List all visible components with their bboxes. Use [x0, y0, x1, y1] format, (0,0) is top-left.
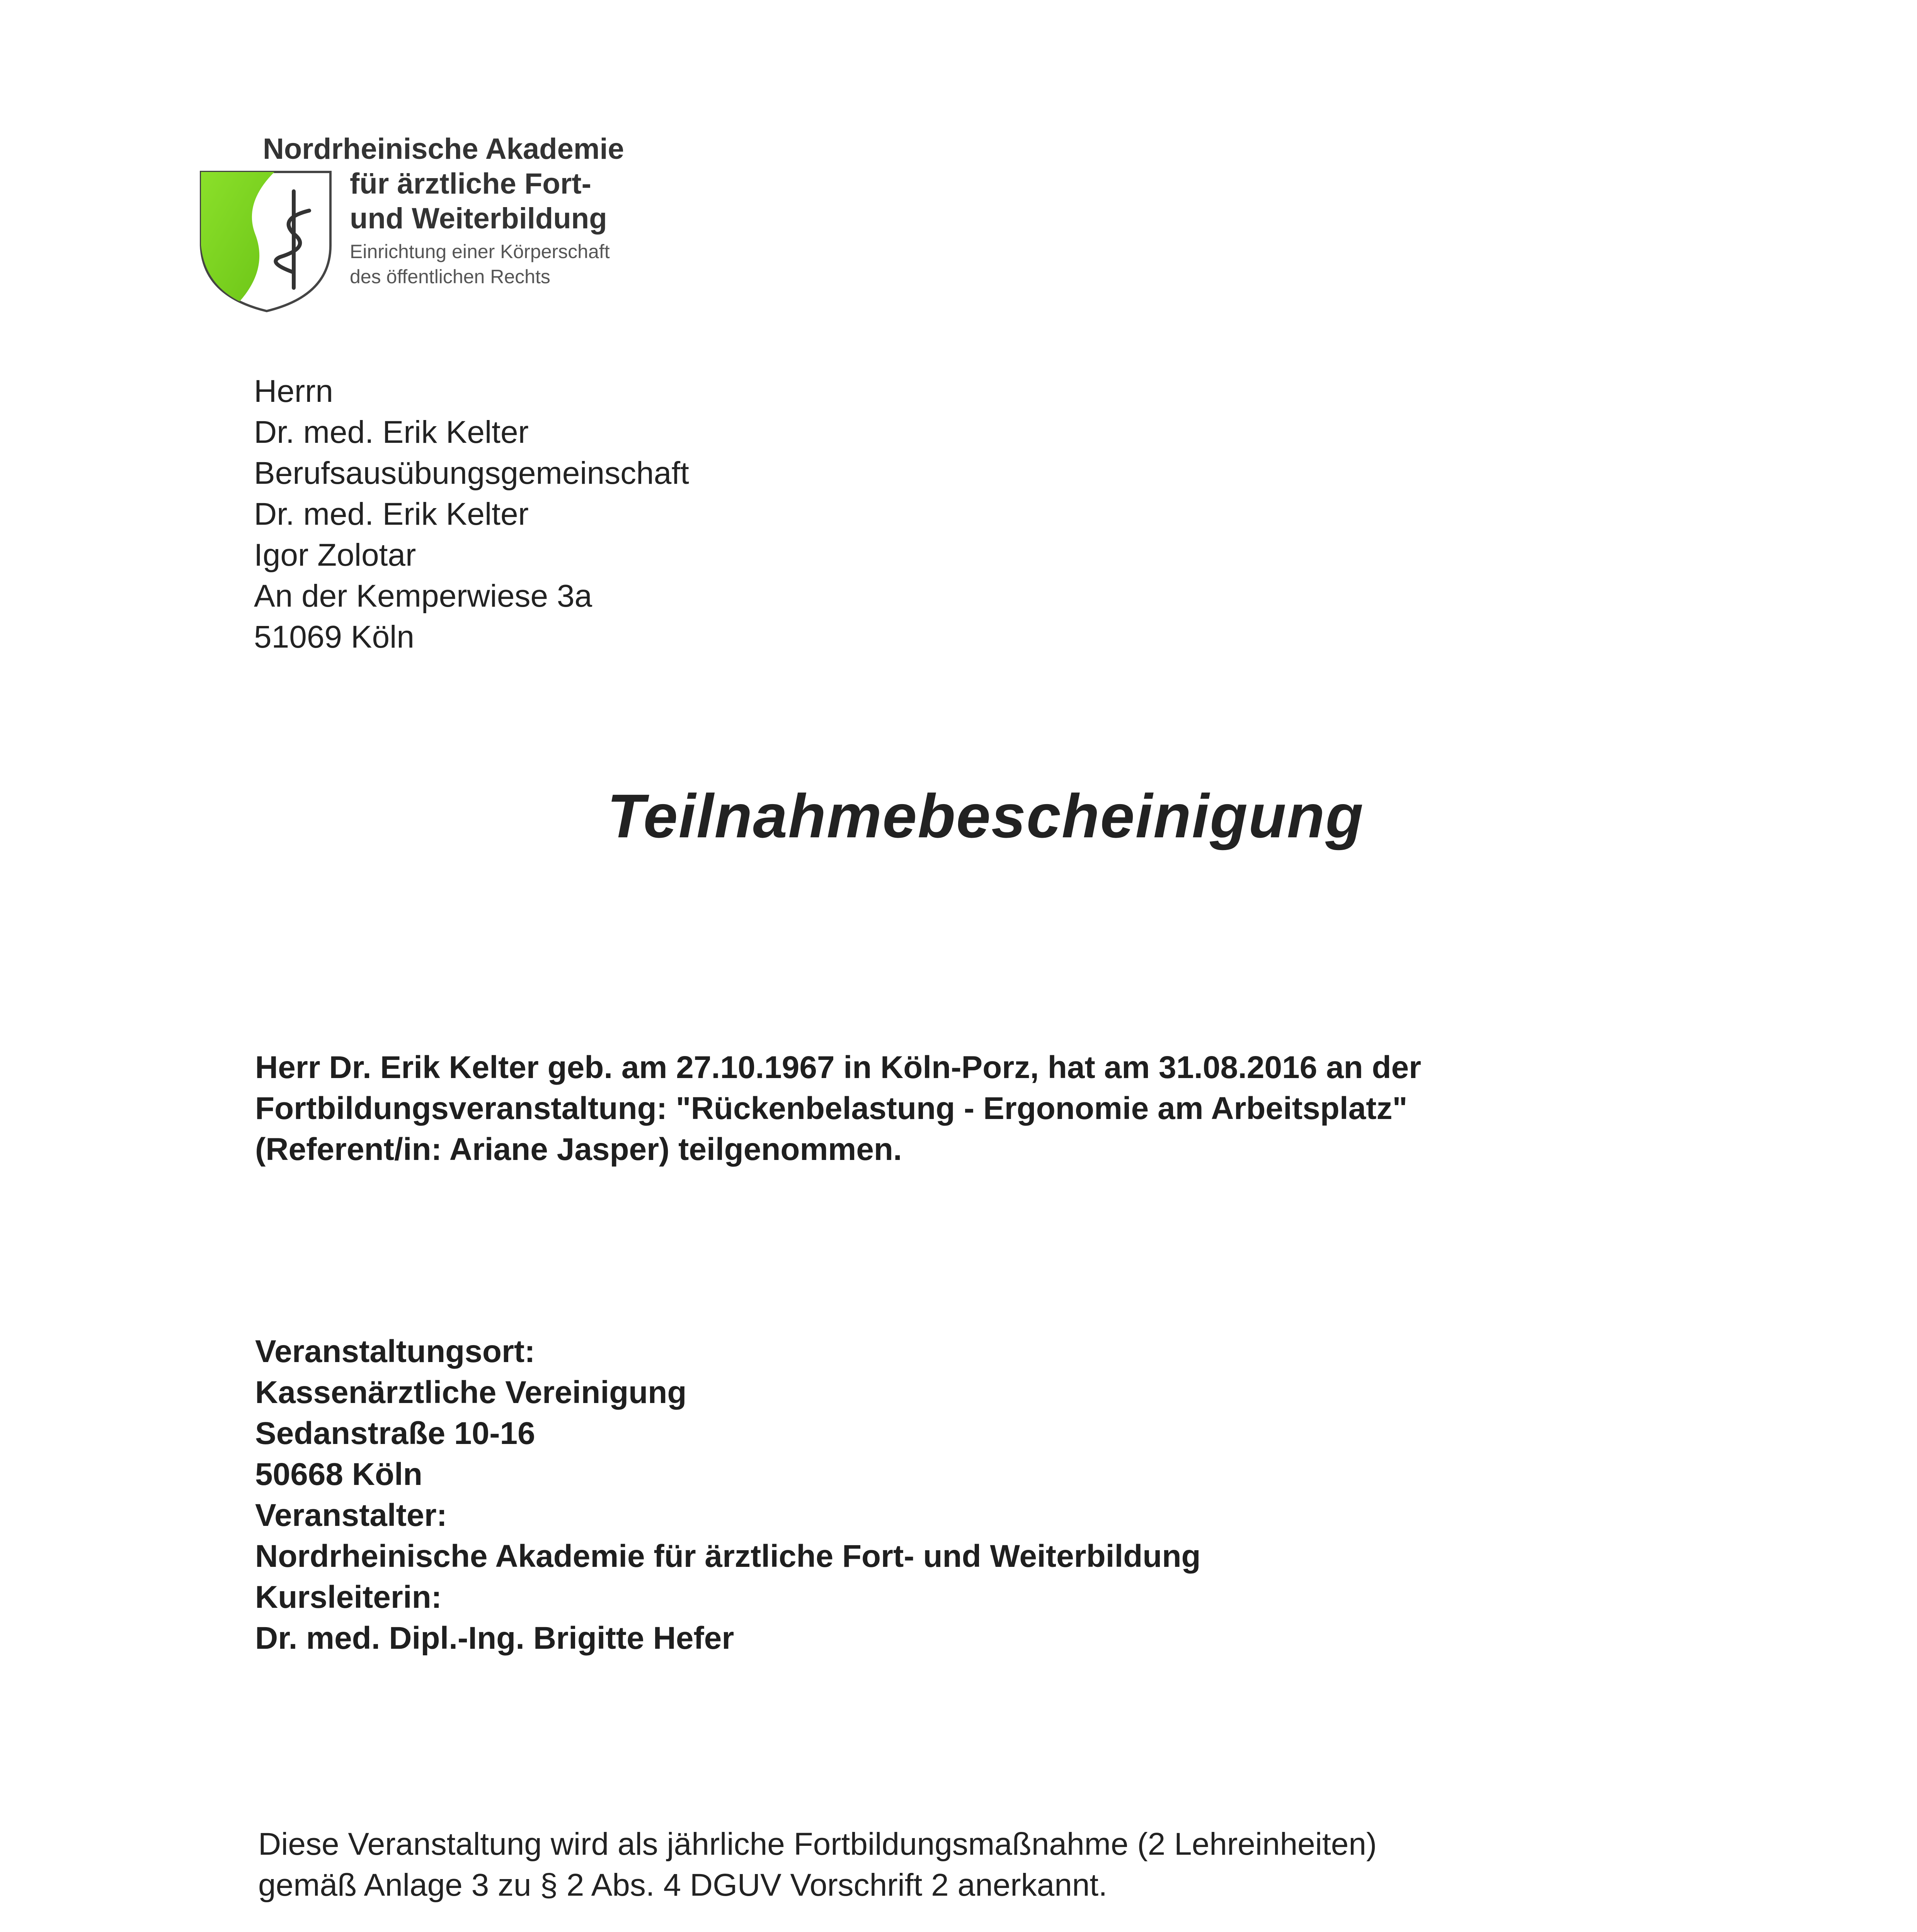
event-line: Veranstaltungsort:: [255, 1334, 535, 1369]
address-line: Berufsausübungsgemeinschaft: [254, 456, 689, 491]
address-line: Igor Zolotar: [254, 537, 416, 573]
event-line: Kursleiterin:: [255, 1580, 442, 1615]
event-line: Dr. med. Dipl.-Ing. Brigitte Hefer: [255, 1621, 734, 1656]
org-name-line2: für ärztliche Fort-: [350, 167, 591, 200]
event-line: Kassenärztliche Vereinigung: [255, 1375, 687, 1410]
org-subtitle-line1: Einrichtung einer Körperschaft: [350, 241, 610, 262]
org-subtitle-line2: des öffentlichen Rechts: [350, 266, 550, 287]
recognition-line: gemäß Anlage 3 zu § 2 Abs. 4 DGUV Vorschrift 2 anerkannt.: [258, 1867, 1107, 1903]
event-line: 50668 Köln: [255, 1457, 422, 1492]
event-line: Sedanstraße 10-16: [255, 1416, 535, 1451]
academy-logo-icon: [197, 168, 336, 315]
org-name-line1: Nordrheinische Akademie: [263, 133, 624, 165]
address-line: An der Kemperwiese 3a: [254, 578, 592, 614]
address-line: 51069 Köln: [254, 619, 414, 655]
statement-line: (Referent/in: Ariane Jasper) teilgenommen.: [255, 1132, 902, 1167]
document-title: Teilnahmebescheinigung: [607, 781, 1364, 850]
recognition-line: Diese Veranstaltung wird als jährliche Fortbildungsmaßnahme (2 Lehreinheiten): [258, 1827, 1377, 1862]
statement-line: Fortbildungsveranstaltung: "Rückenbelastung - Ergonomie am Arbeitsplatz": [255, 1091, 1408, 1126]
org-name-line3: und Weiterbildung: [350, 202, 607, 235]
address-line: Dr. med. Erik Kelter: [254, 497, 529, 532]
address-line: Dr. med. Erik Kelter: [254, 415, 529, 450]
address-line: Herrn: [254, 374, 334, 409]
event-line: Nordrheinische Akademie für ärztliche Fort- und Weiterbildung: [255, 1539, 1201, 1574]
event-line: Veranstalter:: [255, 1498, 447, 1533]
statement-line: Herr Dr. Erik Kelter geb. am 27.10.1967 in Köln-Porz, hat am 31.08.2016 an der: [255, 1050, 1422, 1085]
